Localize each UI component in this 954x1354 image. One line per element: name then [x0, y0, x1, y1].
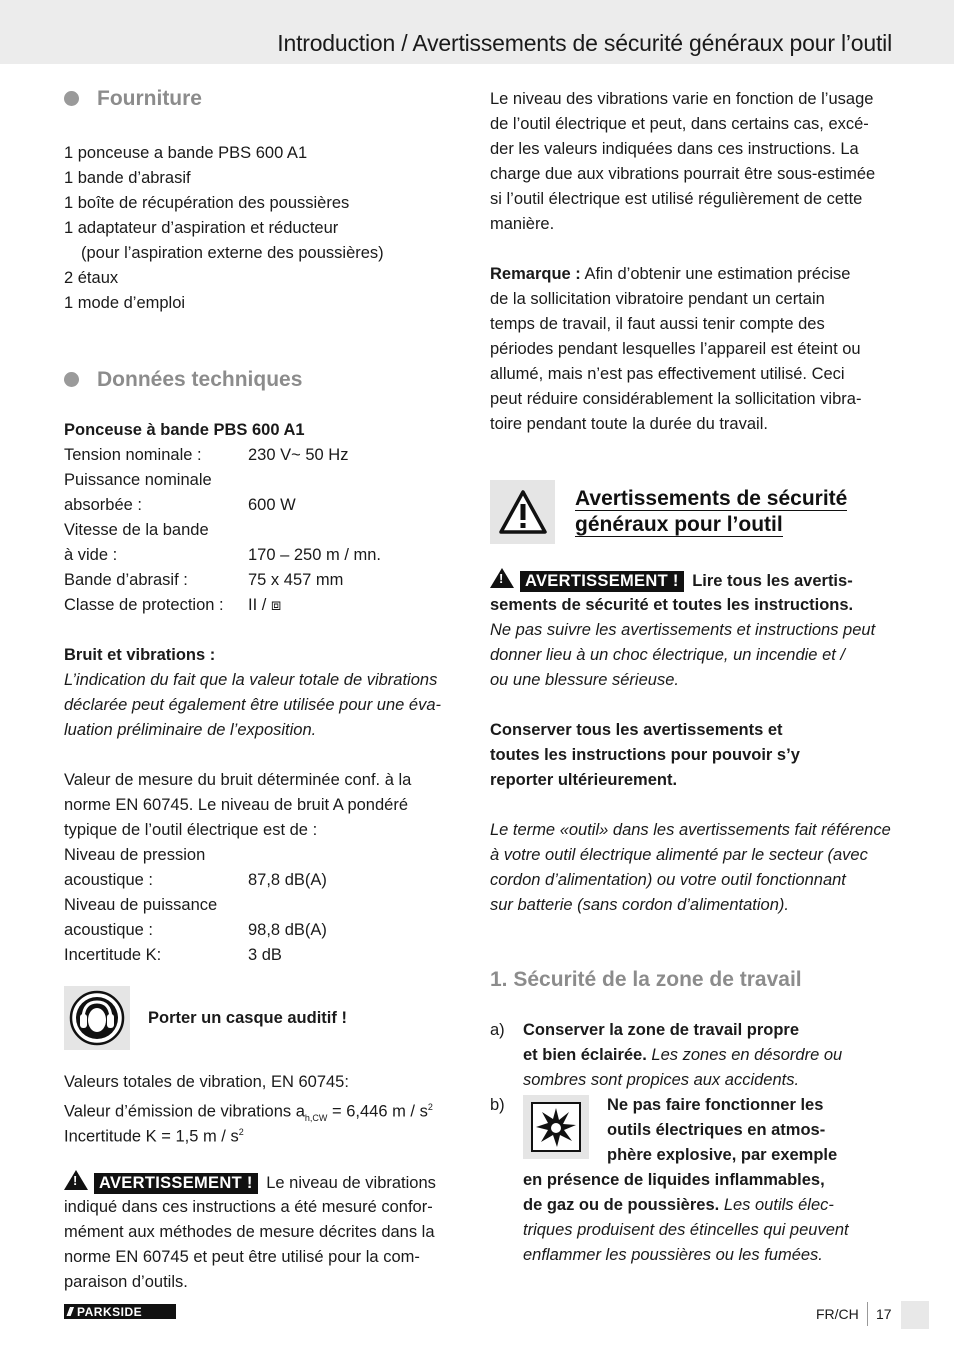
ear-protection-notice [64, 986, 464, 1050]
noise-row: Niveau de puissance [64, 896, 218, 914]
list-item: a) Conserver la zone de travail propre et bien éclairée. Les zones en désordre ou sombres sont propices aux accidents. [490, 1021, 843, 1089]
spec-row: Classe de protection : II / ⧈ [64, 596, 282, 614]
text-line: Valeurs totales de vibration, EN 60745: [64, 1073, 349, 1091]
list-item: 1 adaptateur d’aspiration et réducteur [64, 219, 339, 237]
spec-row: Vitesse de la bande [64, 521, 209, 539]
warning-triangle-icon [64, 1170, 88, 1190]
text-line: luation préliminaire de l’exposition. [64, 721, 317, 739]
text-line: toire pendant toute la durée du travail. [490, 415, 768, 433]
list-item: 1 boîte de récupération des poussières [64, 194, 350, 212]
spec-row: à vide : 170 – 250 m / mn. [64, 546, 381, 564]
text-line: peut réduire considérablement la sollicitation vibra- [490, 390, 862, 408]
text-line: cordon d’alimentation) ou votre outil fonctionnant [490, 871, 846, 889]
warning-tag: AVERTISSEMENT ! [520, 571, 684, 592]
list-item: 1 mode d’emploi [64, 294, 186, 312]
section-fourniture: Fourniture [64, 83, 464, 113]
warning-line: !AVERTISSEMENT ! Lire tous les avertis- [490, 568, 892, 593]
list-item: b) Ne pas faire fonctionner les outils électriques en atmos- phère explosive, par exemple en présence de liquides inflammables, de gaz ou de poussières. Les outils élec- triques produisent des étincelles qui peuvent enflammer les poussières ou les fumées. [490, 1096, 849, 1264]
text-line: Le niveau des vibrations varie en fonction de l’usage [490, 90, 874, 108]
warning-heading-line: généraux pour l’outil [575, 513, 783, 536]
list-item: 1 ponceuse a bande PBS 600 A1 [64, 144, 308, 162]
explosive-atmosphere-icon [523, 1095, 589, 1159]
text-line: mément aux méthodes de mesure décrites dans la [64, 1223, 435, 1241]
section-heading: 1. Sécurité de la zone de travail [490, 967, 802, 991]
text-line: charge due aux vibrations pourrait être sous-estimée [490, 165, 876, 183]
text-line: Remarque : Afin d’obtenir une estimation précise [490, 265, 851, 283]
text-line: de l’outil électrique et peut, dans certains cas, excé- [490, 115, 869, 133]
text-line: norme EN 60745. Le niveau de bruit A pondéré [64, 796, 408, 814]
list-item: (pour l’aspiration externe des poussières) [81, 244, 384, 262]
text-line: typique de l’outil électrique est de : [64, 821, 318, 839]
noise-row: Niveau de pression [64, 846, 206, 864]
text-line: manière. [490, 215, 555, 233]
noise-row: acoustique : 87,8 dB(A) [64, 871, 327, 889]
text-line: déclarée peut également être utilisée pour une éva- [64, 696, 441, 714]
text-line: Conserver tous les avertissements et [490, 721, 783, 739]
spec-row: Bande d’abrasif : 75 x 457 mm [64, 571, 344, 589]
warning-heading-line: Avertissements de sécurité [575, 487, 848, 510]
spec-row: absorbée : 600 W [64, 496, 296, 514]
text-line: de la sollicitation vibratoire pendant un certain [490, 290, 825, 308]
right-column [490, 87, 892, 1268]
warning-line: !AVERTISSEMENT ! Le niveau de vibrations [64, 1170, 464, 1195]
text-line: si l’outil électrique est utilisé régulièrement de cette [490, 190, 863, 208]
text-line: paraison d’outils. [64, 1273, 188, 1291]
section-donnees: Données techniques [64, 364, 464, 394]
bullet-dot-icon [64, 91, 79, 106]
text-line: à votre outil électrique alimenté par le secteur (avec [490, 846, 868, 864]
left-column [64, 83, 464, 1295]
warning-tag: AVERTISSEMENT ! [94, 1173, 258, 1194]
text-line: Le terme «outil» dans les avertissements fait référence [490, 821, 891, 839]
text-line: sements de sécurité et toutes les instructions. [490, 596, 854, 614]
text-line: donner lieu à un choc électrique, un incendie et / [490, 646, 845, 664]
noise-row: acoustique : 98,8 dB(A) [64, 921, 327, 939]
spec-row: Tension nominale : 230 V~ 50 Hz [64, 446, 349, 464]
text-line: reporter ultérieurement. [490, 771, 678, 789]
text-line: Valeur de mesure du bruit déterminée conf. à la [64, 771, 412, 789]
text-line: temps de travail, il faut aussi tenir compte des [490, 315, 825, 333]
text-line: indiqué dans ces instructions a été mesuré confor- [64, 1198, 433, 1216]
model-title: Ponceuse à bande PBS 600 A1 [64, 421, 305, 439]
footer-language: FR/CH [816, 1306, 859, 1322]
footer-tab [901, 1301, 929, 1329]
warning-triangle-icon [490, 480, 555, 544]
warning-heading [490, 480, 892, 544]
bullet-dot-icon [64, 372, 79, 387]
text-line: périodes pendant lesquelles l’appareil est éteint ou [490, 340, 861, 358]
parkside-logo: /// PARKSIDE [64, 1304, 176, 1319]
page-number: 17 [876, 1306, 892, 1322]
text-line: der les valeurs indiquées dans ces instructions. La [490, 140, 859, 158]
warning-triangle-icon [490, 568, 514, 588]
text-line: toutes les instructions pour pouvoir s’y [490, 746, 800, 764]
page-header [0, 0, 954, 64]
text-line: ou une blessure sérieuse. [490, 671, 679, 689]
noise-row: Incertitude K: 3 dB [64, 946, 282, 964]
text-line: L’indication du fait que la valeur totale de vibrations [64, 671, 438, 689]
list-item: 1 bande d’abrasif [64, 169, 191, 187]
list-item: 2 étaux [64, 269, 119, 287]
text-line: Ne pas suivre les avertissements et instructions peut [490, 621, 876, 639]
ear-protection-icon [64, 986, 130, 1050]
text-line: sur batterie (sans cordon d’alimentation). [490, 896, 789, 914]
spec-row: Puissance nominale [64, 471, 212, 489]
text-line: norme EN 60745 et peut être utilisé pour la com- [64, 1248, 420, 1266]
text-line: Incertitude K = 1,5 m / $s^2$ [64, 1127, 244, 1146]
text-line: allumé, mais n’est pas effectivement utilisé. Ceci [490, 365, 845, 383]
text-line: Valeur d’émission de vibrations $a_{h,CW} = 6,446$ m / $s^2$ [64, 1102, 433, 1123]
footer-divider [867, 1302, 868, 1326]
ear-protection-text: Porter un casque auditif ! [148, 1008, 347, 1027]
page-title: Introduction / Avertissements de sécurité généraux pour l’outil [277, 30, 892, 56]
bruit-title: Bruit et vibrations : [64, 646, 216, 664]
